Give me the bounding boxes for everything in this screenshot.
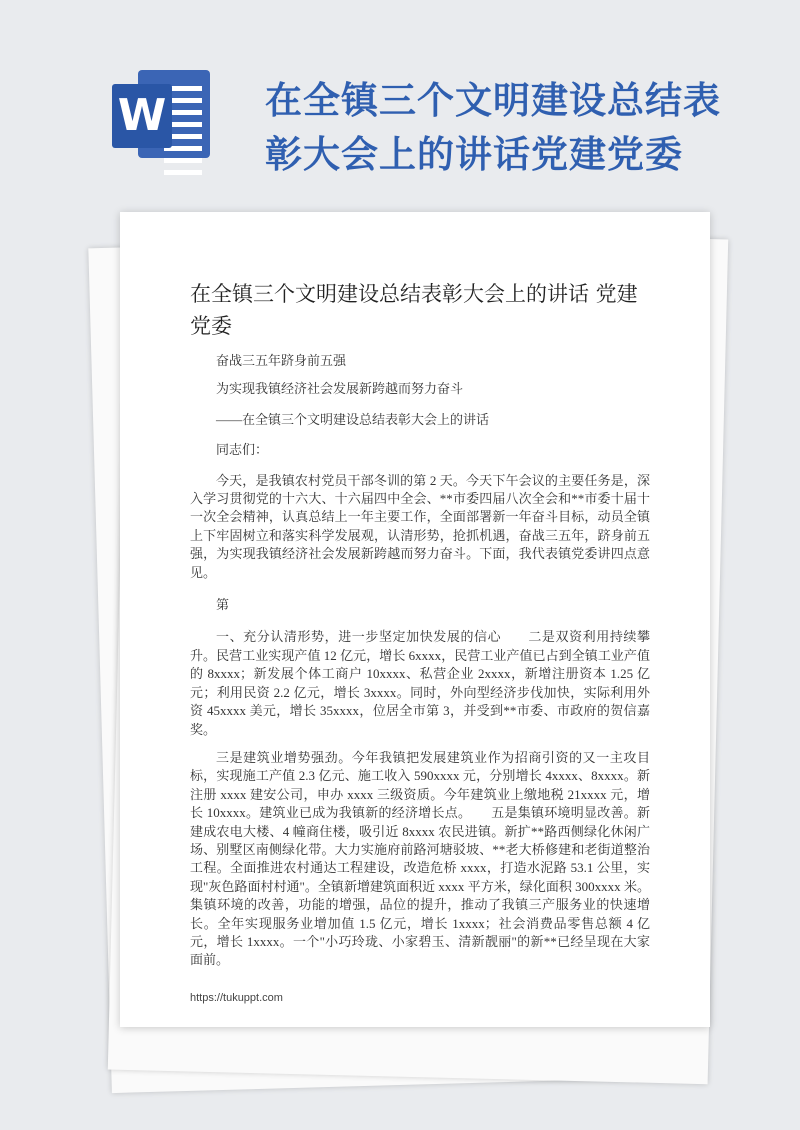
banner-title: 在全镇三个文明建设总结表彰大会上的讲话党建党委: [265, 79, 721, 176]
paragraph-subtitle: 为实现我镇经济社会发展新跨越而努力奋斗: [216, 381, 464, 397]
word-document-icon: [112, 66, 212, 166]
paragraph-section-one: 一、充分认清形势，进一步坚定加快发展的信心 二是双资利用持续攀升。民营工业实现产值 12 亿元，增长 6xxxx，民营工业产值已占到全镇工业产值的 8xxxx；新发展个体工商户 10xxxx、私营企业 2xxxx，新增注册资本 1.25 亿元；利用民资 2.2 亿元，增长 3xxxx。同时，外向型经济步伐加快，实际利用外资 45xxxx 美元，增长 35xxxx，位居全市第 3，并受到**市委、市政府的贺信嘉奖。: [190, 629, 650, 737]
paragraph-construction: 三是建筑业增势强劲。今年我镇把发展建筑业作为招商引资的又一主攻目标，实现施工产值 2.3 亿元、施工收入 590xxxx 元，分别增长 4xxxx、8xxxx。新注册 xxxx 建安公司，申办 xxxx 三级资质。今年建筑业上缴地税 21xxxx 元，增长 10xxxx。建筑业已成为我镇新的经济增长点。 五是集镇环境明显改善。新建成农电大楼、4 幢商住楼，吸引近 8xxxx 农民进镇。新扩**路西侧绿化休闲广场、别墅区南侧绿化带。大力实施府前路河塘驳坡、**老大桥修建和老街道整治工程。全面推进农村通达工程建设，改造危桥 xxxx，打造水泥路 53.1 公里，实现"灰色路面村村通"。全镇新增建筑面积近 xxxx 平方米，绿化面积 300xxxx 米。集镇环境的改善，功能的增强，品位的提升，推动了我镇三产服务业的快速增长。全年实现服务业增加值 1.5 亿元，增长 1xxxx；社会消费品零售总额 4 亿元，增长 1xxxx。一个"小巧玲珑、小家碧玉、清新靓丽"的新**已经呈现在大家面前。: [190, 749, 650, 968]
footer-url: https://tukuppt.com: [190, 992, 283, 1004]
document-body: [190, 352, 650, 970]
document-title: 在全镇三个文明建设总结表彰大会上的讲话 党建党委: [190, 282, 638, 338]
paragraph-intro: 今天，是我镇农村党员干部冬训的第 2 天。今天下午会议的主要任务是，深入学习贯彻党的十六大、十六届四中全会、**市委四届八次全会和**市委十届十一次全会精神，认真总结上一年主要工作，全面部署新一年奋斗目标，动员全镇上下牢固树立和落实科学发展观，认清形势，抢抓机遇，奋战三五年，跻身前五强，为实现我镇经济社会发展新跨越而努力奋斗。下面，我代表镇党委讲四点意见。: [190, 472, 650, 580]
word-icon-letter: W: [112, 84, 172, 148]
paragraph-slogan: 奋战三五年跻身前五强: [216, 353, 347, 368]
paragraph-section-marker: 第: [216, 597, 230, 613]
paragraph-greeting: 同志们：: [216, 442, 269, 458]
document-page: [120, 212, 710, 1027]
banner: [0, 0, 800, 215]
paragraph-speech-line: ——在全镇三个文明建设总结表彰大会上的讲话: [216, 411, 490, 427]
